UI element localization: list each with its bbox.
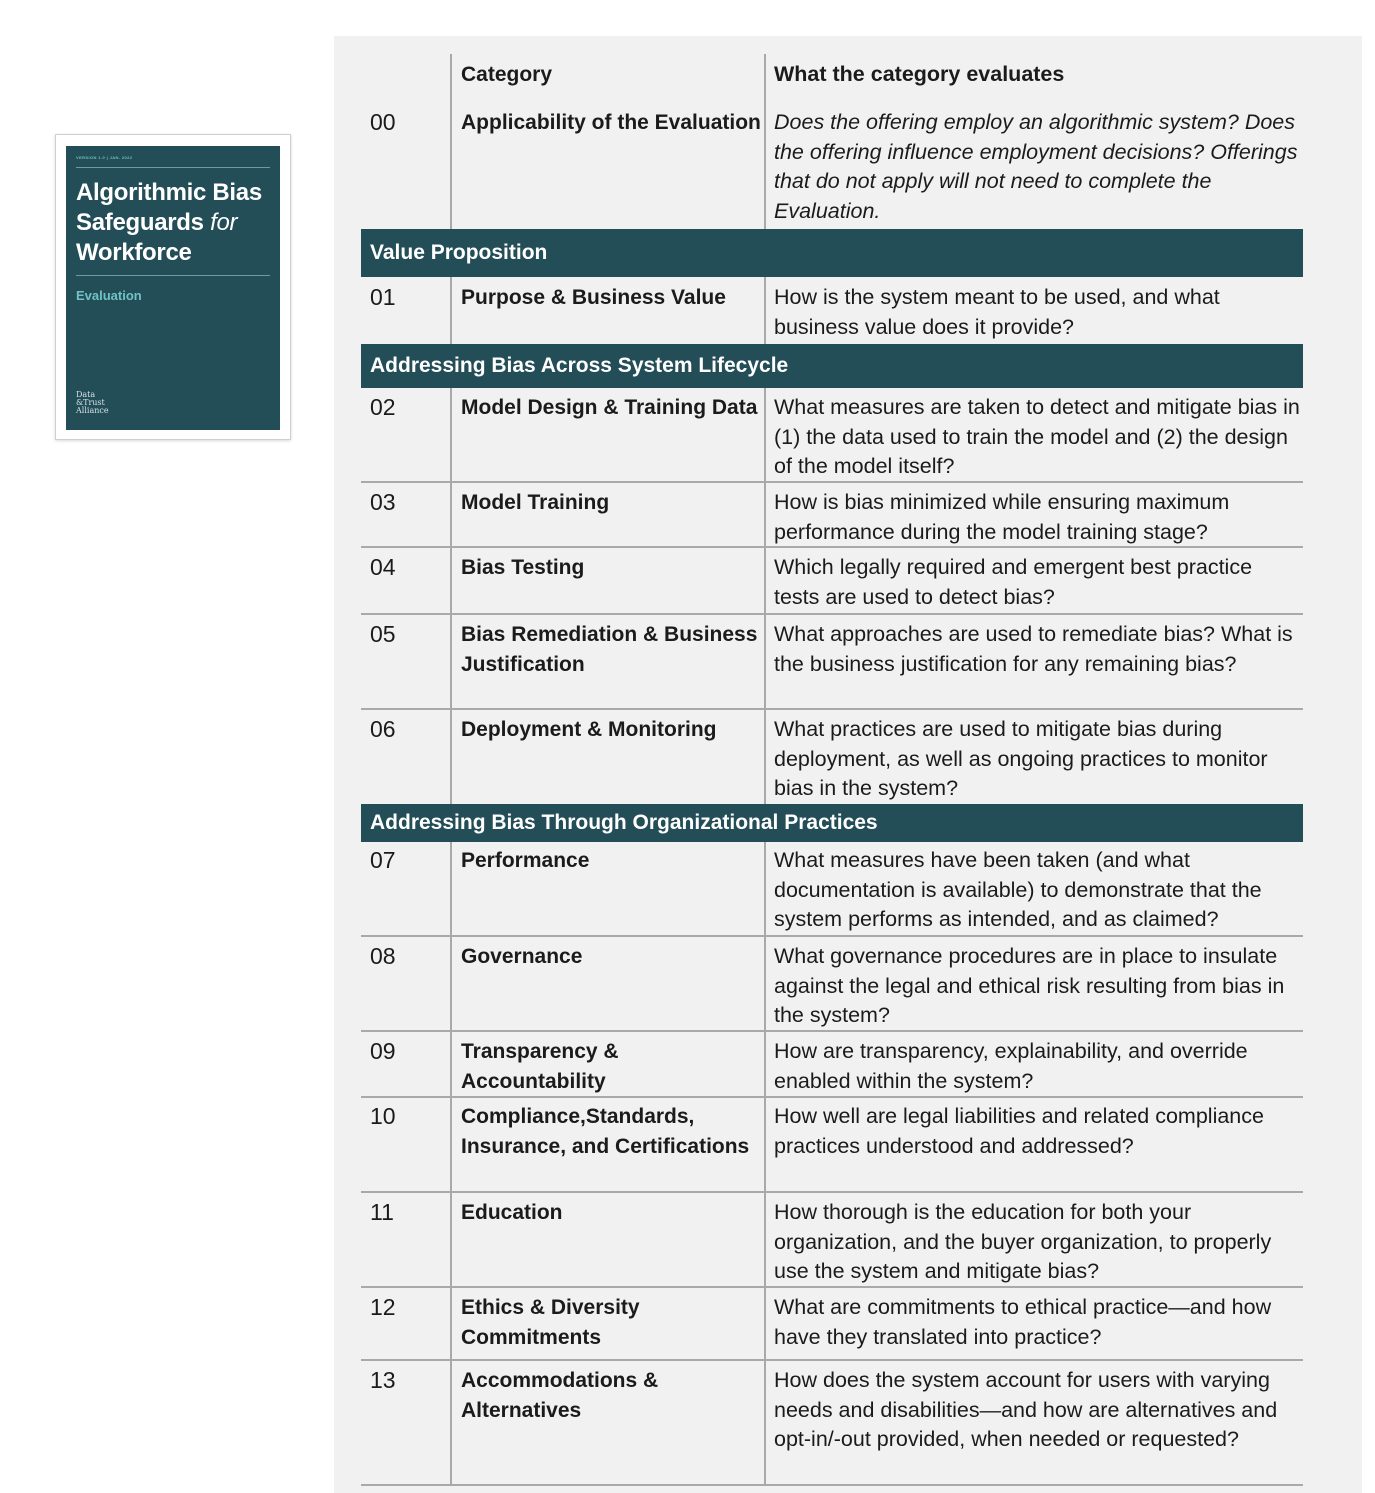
row-category: Purpose & Business Value: [450, 277, 764, 344]
row-category: Applicability of the Evaluation: [450, 102, 764, 229]
cover-divider: [76, 167, 270, 168]
header-evaluates: What the category evaluates: [764, 54, 1303, 102]
row-category: Governance: [450, 937, 764, 1030]
row-number: 01: [370, 284, 396, 310]
table-row-03: [361, 483, 1303, 548]
cover-title-line1: Algorithmic Bias: [76, 179, 262, 206]
row-question: How is bias minimized while ensuring maximum performance during the model training stage?: [764, 483, 1303, 546]
cover-subtitle: Evaluation: [76, 288, 142, 303]
cover-title-line2-main: Safeguards: [76, 209, 211, 236]
row-number: 05: [370, 621, 396, 647]
section-header-system-lifecycle: Addressing Bias Across System Lifecycle: [361, 344, 1303, 388]
table-row-11: [361, 1193, 1303, 1288]
row-question: How are transparency, explainability, and override enabled within the system?: [764, 1032, 1303, 1096]
table-row-02: [361, 388, 1303, 483]
row-number: 10: [370, 1103, 396, 1129]
row-category: Ethics & Diversity Commitments: [450, 1288, 764, 1359]
row-number: 08: [370, 943, 396, 969]
section-header-value-proposition: Value Proposition: [361, 229, 1303, 277]
row-number: 13: [370, 1367, 396, 1393]
cover-title-line2-italic: for: [210, 209, 238, 236]
row-category: Bias Remediation & Business Justification: [450, 615, 764, 708]
row-question: What measures have been taken (and what documentation is available) to demonstrate that the system performs as intended, and as claimed?: [764, 842, 1303, 935]
table-header-row: [361, 54, 1303, 102]
header-category: Category: [450, 54, 764, 102]
row-question: Which legally required and emergent best practice tests are used to detect bias?: [764, 548, 1303, 613]
table-row-12: [361, 1288, 1303, 1361]
table-row-00: [361, 102, 1303, 229]
row-number: 00: [370, 109, 396, 135]
evaluation-table: [361, 54, 1303, 1486]
row-number: 06: [370, 716, 396, 742]
row-question: How does the system account for users with varying needs and disabilities—and how are alternatives and opt-in/-out provided, when needed or requested?: [764, 1361, 1303, 1484]
table-row-10: [361, 1098, 1303, 1193]
row-category: Model Design & Training Data: [450, 388, 764, 481]
row-category: Transparency & Accountability: [450, 1032, 764, 1096]
row-number: 11: [370, 1199, 394, 1225]
table-row-13: [361, 1361, 1303, 1486]
report-cover: [66, 146, 280, 430]
table-row-05: [361, 615, 1303, 710]
row-number: 03: [370, 489, 396, 515]
table-row-09: [361, 1032, 1303, 1098]
row-question: What are commitments to ethical practice—and how have they translated into practice?: [764, 1288, 1303, 1359]
header-num-cell: [361, 54, 450, 102]
report-cover-thumbnail: [55, 134, 291, 440]
row-number: 12: [370, 1294, 396, 1320]
cover-logo: [76, 391, 109, 415]
cover-version: VERSION 1.0 | JAN. 2022: [76, 155, 133, 160]
row-question: What approaches are used to remediate bias? What is the business justification for any remaining bias?: [764, 615, 1303, 708]
row-question: How well are legal liabilities and related compliance practices understood and addressed?: [764, 1098, 1303, 1191]
row-question: How is the system meant to be used, and what business value does it provide?: [764, 277, 1303, 344]
row-category: Accommodations & Alternatives: [450, 1361, 764, 1484]
row-question: What measures are taken to detect and mitigate bias in (1) the data used to train the model and (2) the design of the model itself?: [764, 388, 1303, 481]
cover-title: [76, 178, 270, 268]
cover-title-line3: Workforce: [76, 239, 192, 266]
table-row-04: [361, 548, 1303, 615]
cover-title-line2: [76, 208, 270, 238]
row-number: 02: [370, 394, 396, 420]
row-question: How thorough is the education for both your organization, and the buyer organization, to properly use the system and mitigate bias?: [764, 1193, 1303, 1286]
row-question: Does the offering employ an algorithmic system? Does the offering influence employment decisions? Offerings that do not apply will not need to complete the Evaluation.: [764, 102, 1303, 229]
table-row-01: [361, 277, 1303, 344]
row-category: Education: [450, 1193, 764, 1286]
row-category: Performance: [450, 842, 764, 935]
table-row-06: [361, 710, 1303, 804]
cover-logo-line1: Data: [76, 390, 96, 399]
cover-divider-2: [76, 275, 270, 276]
row-question: What governance procedures are in place to insulate against the legal and ethical risk resulting from bias in the system?: [764, 937, 1303, 1030]
row-category: Model Training: [450, 483, 764, 546]
evaluation-table-panel: [334, 36, 1362, 1493]
row-category: Compliance,Standards, Insurance, and Certifications: [450, 1098, 764, 1191]
row-number: 09: [370, 1038, 396, 1064]
table-row-08: [361, 937, 1303, 1032]
row-category: Bias Testing: [450, 548, 764, 613]
row-category: Deployment & Monitoring: [450, 710, 764, 804]
row-number: 04: [370, 554, 396, 580]
row-number: 07: [370, 847, 396, 873]
table-row-07: [361, 842, 1303, 937]
section-header-organizational-practices: Addressing Bias Through Organizational Practices: [361, 804, 1303, 842]
row-question: What practices are used to mitigate bias during deployment, as well as ongoing practices to monitor bias in the system?: [764, 710, 1303, 804]
cover-logo-line3: Alliance: [76, 406, 109, 415]
cover-logo-line2: &Trust: [76, 398, 105, 407]
